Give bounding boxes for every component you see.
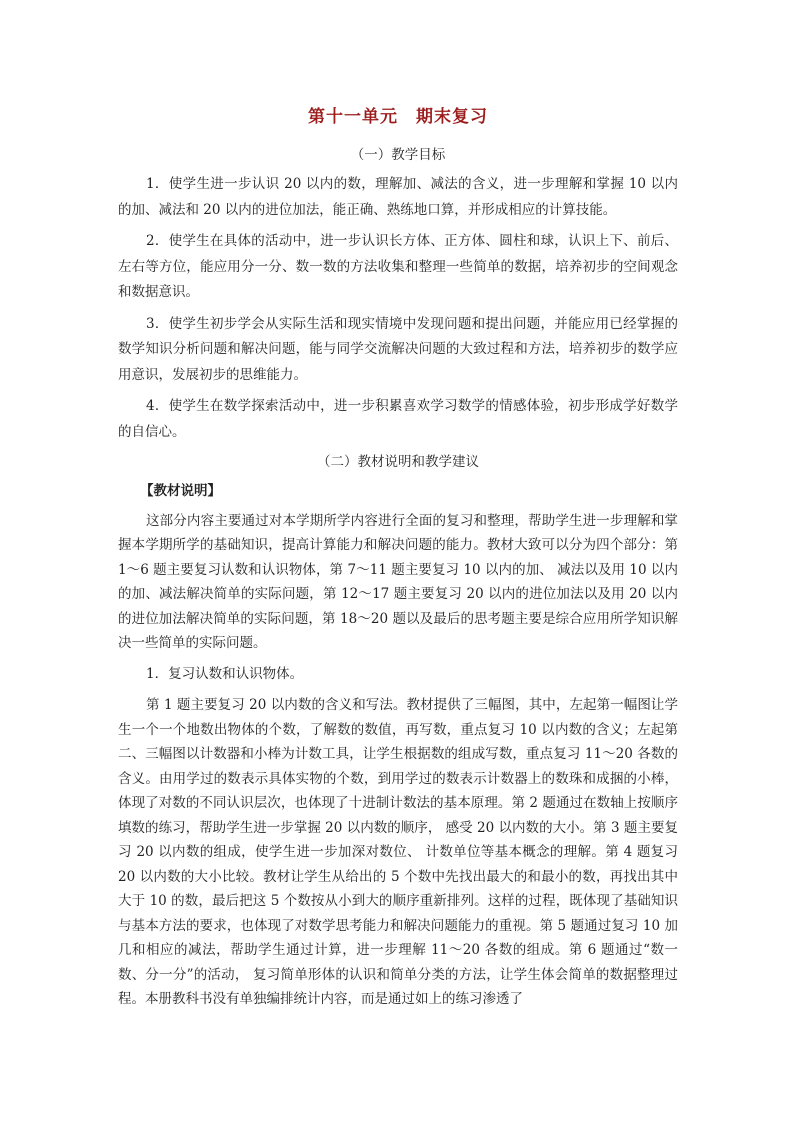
goal-paragraph-1: 1．使学生进一步认识 20 以内的数，理解加、减法的含义，进一步理解和掌握 10 以内的加、减法和 20 以内的进位加法，能正确、熟练地口算，并形成相应的计算技能。: [118, 176, 678, 218]
goal-paragraph-3: 3．使学生初步学会从实际生活和现实情境中发现问题和提出问题，并能应用已经掌握的数学知识分析问题和解决问题，能与同学交流解决问题的大致过程和方法，培养初步的数学应用意识，发展初步的思维能力。: [118, 315, 678, 383]
document-body: [118, 104, 678, 1018]
section-heading-material: （二）教材说明和教学建议: [317, 454, 479, 470]
goal-paragraph-4: 4．使学生在数学探索活动中，进一步积累喜欢学习数学的情感体验，初步形成学好数学的自信心。: [118, 398, 678, 440]
part1-body-paragraph: 第 1 题主要复习 20 以内数的含义和写法。教材提供了三幅图，其中，左起第一幅图让学生一个一个地数出物体的个数，了解数的数值，再写数，重点复习 10 以内数的含义；左起第二、三幅图以计数器和小棒为计数工具，让学生根据数的组成写数，重点复习 11～20 各数的含义。由用学过的数表示具体实物的个数，到用学过的数表示计数器上的数珠和成捆的小棒，体现了对数的不同认识层次，也体现了十进制计数法的基本原理。第 2 题通过在数轴上按顺序填数的练习，帮助学生进一步掌握 20 以内数的顺序， 感受 20 以内数的大小。第 3 题主要复习 20 以内数的组成，使学生进一步加深对数位、 计数单位等基本概念的理解。第 4 题复习 20 以内数的大小比较。教材让学生从给出的 5 个数中先找出最大的和最小的数，再找出其中大于 10 的数，最后把这 5 个数按从小到大的顺序重新排列。这样的过程，既体现了基础知识与基本方法的要求，也体现了对数学思考能力和解决问题能力的重视。第 5 题通过复习 10 加几和相应的减法，帮助学生通过计算，进一步理解 11～20 各数的组成。第 6 题通过“数一数、分一分”的活动， 复习简单形体的认识和简单分类的方法，让学生体会简单的数据整理过程。本册教科书没有单独编排统计内容，而是通过如上的练习渗透了: [118, 697, 678, 1007]
page-title: 第十一单元 期末复习: [308, 107, 488, 127]
material-intro-paragraph: 这部分内容主要通过对本学期所学内容进行全面的复习和整理，帮助学生进一步理解和掌握本学期所学的基础知识，提高计算能力和解决问题的能力。教材大致可以分为四个部分：第 1～6 题主要复习认数和认识物体，第 7～11 题主要复习 10 以内的加、 减法以及用 10 以内的加、减法解决简单的实际问题，第 12～17 题主要复习 20 以内的进位加法以及用 20 以内的进位加法解决简单的实际问题，第 18～20 题以及最后的思考题主要是综合应用所学知识解决一些简单的实际问题。: [118, 512, 678, 651]
section-heading-teaching-goals: （一）教学目标: [350, 147, 446, 163]
part1-heading: 1．复习认数和认识物体。: [146, 665, 304, 682]
material-heading: 【教材说明】: [140, 483, 221, 499]
goal-paragraph-2: 2．使学生在具体的活动中，进一步认识长方体、正方体、圆柱和球，认识上下、前后、左右等方位，能应用分一分、数一数的方法收集和整理一些简单的数据，培养初步的空间观念和数据意识。: [118, 233, 678, 300]
